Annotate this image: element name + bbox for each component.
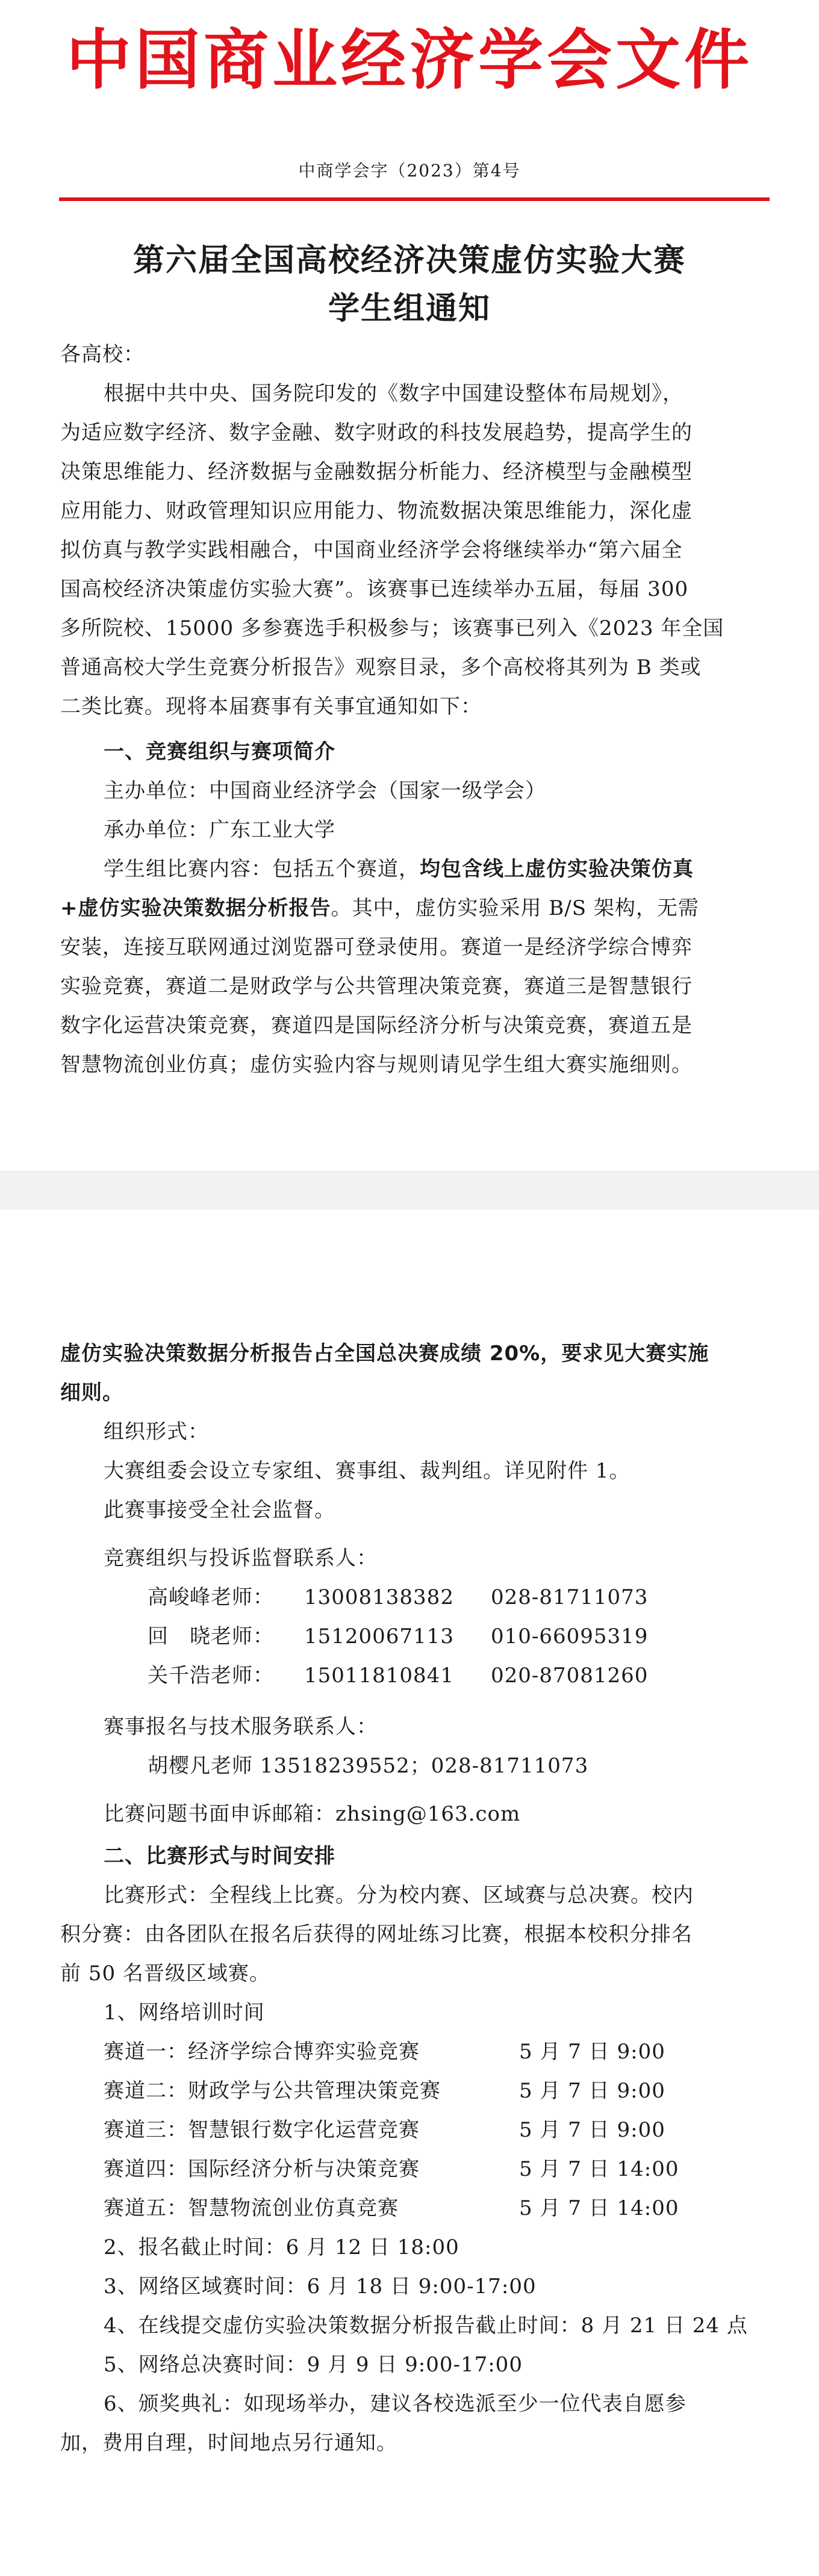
paragraph-line: 安装，连接互联网通过浏览器可登录使用。赛道一是经济学综合博弈 [60,935,693,959]
contact-phone: 020-87081260 [491,1664,649,1688]
document-number: 中商学会字（2023）第4号 [298,161,521,181]
schedule-row [104,2155,679,2184]
paragraph-line: 数字化运营决策竞赛，赛道四是国际经济分析与决策竞赛，赛道五是 [60,1014,693,1038]
track-time: 5 月 7 日 9:00 [519,2040,665,2064]
deadline-item: 4、在线提交虚仿实验决策数据分析报告截止时间：8 月 21 日 24 点 [104,2314,748,2338]
salutation: 各高校： [60,342,145,367]
contact-phone: 010-66095319 [491,1624,649,1649]
paragraph-line: 拟仿真与教学实践相融合，中国商业经济学会将继续举办“第六届全 [60,538,683,562]
schedule-row [104,2116,665,2144]
red-header-rule [59,197,770,201]
schedule-row [104,2076,665,2105]
paragraph-line: 比赛形式：全程线上比赛。分为校内赛、区域赛与总决赛。校内 [104,1883,694,1907]
contact-row [148,1622,648,1651]
organization-form-label: 组织形式： [104,1420,209,1444]
contact-mobile: 13008138382 [304,1585,454,1609]
org-header-title: 中国商业经济学会文件 [66,22,753,98]
paragraph-line: 为适应数字经济、数字金融、数字财政的科技发展趋势，提高学生的 [60,421,693,445]
content-emphasis: 均包含线上虚仿实验决策仿真 [420,857,694,881]
contact-mobile: 15120067113 [304,1624,454,1649]
section-1-heading: 一、竞赛组织与赛项简介 [104,740,335,764]
deadline-item: 5、网络总决赛时间：9 月 9 日 9:00-17:00 [104,2353,523,2377]
paragraph-line: 普通高校大学生竞赛分析报告》观察目录，多个高校将其列为 B 类或 [60,655,702,680]
paragraph-line: 应用能力、财政管理知识应用能力、物流数据决策思维能力，深化虚 [60,499,693,523]
section-2-heading: 二、比赛形式与时间安排 [104,1844,335,1868]
notice-title-line-2: 学生组通知 [328,291,491,327]
report-weight-line-2: 细则。 [60,1381,123,1405]
track-time: 5 月 7 日 14:00 [519,2157,679,2181]
paragraph-line: 国高校经济决策虚仿实验大赛”。该赛事已连续举办五届，每届 300 [60,577,689,601]
award-ceremony-line-2: 加，费用自理，时间地点另行通知。 [60,2431,397,2455]
organization-form-text: 大赛组委会设立专家组、赛事组、裁判组。详见附件 1。 [104,1459,631,1483]
paragraph-line [60,894,699,923]
content-text: 。其中，虚仿实验采用 B/S 架构，无需 [331,896,699,920]
schedule-row [104,2194,679,2223]
registration-contact-label: 赛事报名与技术服务联系人： [104,1715,378,1739]
host-organization: 主办单位：中国商业经济学会（国家一级学会） [104,779,546,803]
track-name: 赛道一：经济学综合博弈实验竞赛 [104,2040,420,2064]
paragraph-line [104,855,694,884]
track-name: 赛道二：财政学与公共管理决策竞赛 [104,2079,441,2103]
track-name: 赛道五：智慧物流创业仿真竞赛 [104,2196,399,2220]
contact-name: 高峻峰老师： [148,1585,274,1609]
document-page-2 [0,1210,819,2576]
track-name: 赛道三：智慧银行数字化运营竞赛 [104,2118,420,2142]
paragraph-line: 前 50 名晋级区域赛。 [60,1961,270,1986]
paragraph-line: 智慧物流创业仿真；虚仿实验内容与规则请见学生组大赛实施细则。 [60,1053,693,1077]
schedule-row [104,2037,665,2066]
contact-row [148,1661,648,1690]
track-time: 5 月 7 日 9:00 [519,2118,665,2142]
document-page-1 [0,0,819,1171]
content-text: 学生组比赛内容：包括五个赛道， [104,857,420,881]
registration-contact: 胡樱凡老师 13518239552；028-81711073 [148,1754,589,1778]
track-time: 5 月 7 日 9:00 [519,2079,665,2103]
contact-row [148,1583,648,1612]
track-time: 5 月 7 日 14:00 [519,2196,679,2220]
paragraph-line: 积分赛：由各团队在报名后获得的网址练习比赛，根据本校积分排名 [60,1922,693,1946]
deadline-item: 3、网络区域赛时间：6 月 18 日 9:00-17:00 [104,2274,537,2299]
paragraph-line: 根据中共中央、国务院印发的《数字中国建设整体布局规划》， [104,382,684,406]
report-weight-line-1: 虚仿实验决策数据分析报告占全国总决赛成绩 20%，要求见大赛实施 [60,1342,709,1366]
appeal-email: 比赛问题书面申诉邮箱：zhsing@163.com [104,1802,521,1826]
organizer: 承办单位：广东工业大学 [104,818,335,842]
track-name: 赛道四：国际经济分析与决策竞赛 [104,2157,420,2181]
contact-mobile: 15011810841 [304,1664,454,1688]
contact-phone: 028-81711073 [491,1585,649,1609]
paragraph-line: 实验竞赛，赛道二是财政学与公共管理决策竞赛，赛道三是智慧银行 [60,974,693,999]
complaint-contacts-label: 竞赛组织与投诉监督联系人： [104,1546,378,1570]
deadline-item: 2、报名截止时间：6 月 12 日 18:00 [104,2235,459,2259]
content-emphasis: +虚仿实验决策数据分析报告 [60,896,331,920]
notice-title-line-1: 第六届全国高校经济决策虚仿实验大赛 [132,243,686,279]
paragraph-line: 决策思维能力、经济数据与金融数据分析能力、经济模型与金融模型 [60,460,693,484]
training-time-heading: 1、网络培训时间 [104,2001,265,2025]
paragraph-line: 二类比赛。现将本届赛事有关事宜通知如下： [60,695,482,719]
award-ceremony-line-1: 6、颁奖典礼：如现场举办，建议各校选派至少一位代表自愿参 [104,2392,687,2416]
contact-name: 回 晓老师： [148,1624,274,1649]
contact-name: 关千浩老师： [148,1664,274,1688]
paragraph-line: 多所院校、15000 多参赛选手积极参与；该赛事已列入《2023 年全国 [60,616,724,640]
supervision-note: 此赛事接受全社会监督。 [104,1498,335,1522]
